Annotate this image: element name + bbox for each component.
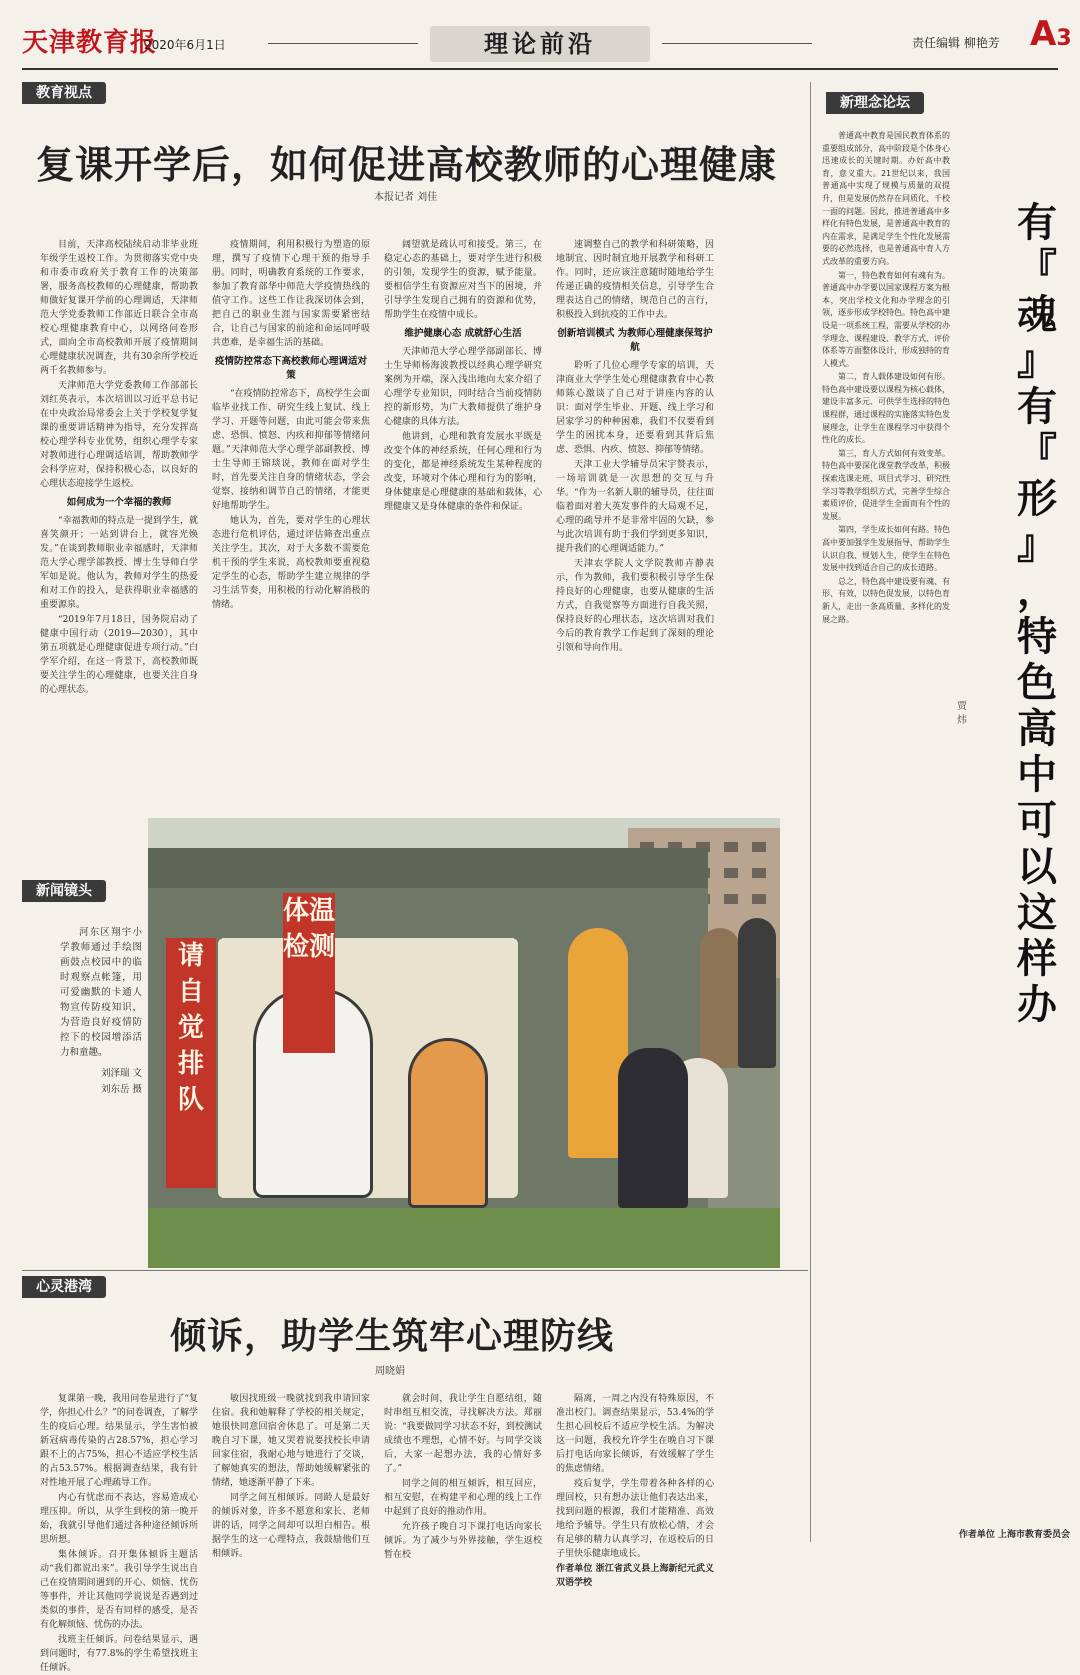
bottom-article-column-2 [212,1392,370,1559]
top-article-column-4 [556,238,714,813]
side-article-body [822,130,950,1540]
author-unit: 作者单位 浙江省武义县上海新纪元武义双语学校 [556,1564,714,1588]
paragraph: 敏因找班级一晚就找到我申请回家住宿。我和她解释了学校的相关规定，她很快同意回宿舍休息了。可是第二天晚自习下课，她又哭着说要找校长申请回家住宿，我耐心地与她进行了交谈，了解她真实的想法，帮助她缓解紧张的情绪，她逐渐平静了下来。 [212,1394,370,1488]
column-divider [810,82,811,1542]
paragraph: 复课第一晚，我用问卷星进行了“复学，你担心什么？”的问卷调查，了解学生的疫后心理。结果显示，学生害怕被新冠病毒传染的占28.57%，担心学习跟不上的占75%，担心不适应学校生活的占53.57%。根据调查结果，我有针对性地开展了心理疏导工作。 [40,1394,198,1488]
bottom-article-byline: 周晓娟 [375,1366,405,1377]
bottom-article-column-3 [384,1392,542,1560]
news-photo [148,818,780,1268]
paragraph: 总之，特色高中建设要有魂、有形、有效，以特色促发展，以特色育新人，走出一条高质量、多样化的发展之路。 [822,576,950,624]
paragraph: “幸福教师的特点是一提到学生，就喜笑颜开；一站到讲台上，就容光焕发。”在谈到教师职业幸福感时，天津师范大学心理学部教授、博士生导师白学军如是说。他认为，教师对学生的热爱和对工作的投入，是获得职业幸福感的重要源泉。 [40,516,198,610]
banner-left-text: 请自觉排队 [177,941,204,1115]
title-char: 以 [1017,844,1057,890]
paragraph: 集体倾诉。召开集体倾诉主题活动“我们都说出来”。我引导学生说出自己在疫情期间遇到的开心、烦恼、忧伤等事件，并让其他同学说说是否遇到过类似的事件，是否有同样的感受，是否有化解烦恼、忧伤的办法。 [40,1550,198,1630]
paragraph: 疫后复学，学生带着各种各样的心理回校，只有想办法让他们表达出来，找到问题的根源，我们才能精准、高效地给予辅导。学生只有放松心情，才会有足够的精力认真学习，在返校后的日子里快乐健康地成长。 [556,1479,714,1559]
newspaper-logo: 天津教育报 [22,28,158,58]
masthead [0,0,1080,68]
paragraph: 第一，特色教育如何有魂有为。普通高中办学要以国家课程方案为根本，突出学校文化和办学理念的引领，逐步形成学校特色。特色高中建设是一项系统工程，需要从学校的办学理念、课程建设、教学方式、评价体系等方面整体设计，形成独特的育人模式。 [822,270,950,368]
tag-education-view: 教育视点 [22,82,106,104]
bottom-article-title: 倾诉，助学生筑牢心理防线 [170,1316,615,1357]
paragraph: 聆听了几位心理学专家的培训，天津商业大学学生处心理健康教育中心教师陈心激谈了自己对于讲座内容的认识：面对学生毕业、开题、线上学习和居家学习的种种困难，我们不仅要看到学生的困扰本身，还要看到其背后焦虑、恐惧、内疚、愤怒、抑郁等情绪。 [556,361,714,455]
title-char: 』 [1017,338,1057,384]
title-char: 可 [1017,798,1057,844]
side-article-author: 贾炜 [957,701,967,726]
tag-soul-harbor: 心灵港湾 [22,1276,106,1298]
paragraph: 目前，天津高校陆续启动非毕业班年级学生返校工作。为贯彻落实党中央和市委市政府关于教育工作的决策部署，服务高校教师的心理健康，帮助教师做好复课开学前的心理调适，天津师范大学党委教师工作部近日联合全市高校心理健康教育中心，以网络问卷形式，面向全市高校教师开展了疫情期间心理健康状况调查，共有30余所学校近两千名教师参与。 [40,240,198,376]
bottom-article-column-1 [40,1392,198,1673]
photo-caption [60,925,142,1145]
page-number [1030,14,1072,54]
title-char: 样 [1017,936,1057,982]
bottom-article-column-4 [556,1392,714,1588]
paragraph: 第三，育人方式如何有效变革。特色高中要深化课堂教学改革，积极探索选课走班、项目式学习、研究性学习等教学组织方式，完善学生综合素质评价，促进学生全面而有个性的发展。 [822,448,950,521]
paragraph: “在疫情防控常态下，高校学生会面临毕业找工作、研究生线上复试、线上学习、开题等问题，由此可能会带来焦虑、恐惧、愤怒、内疚和抑郁等情绪问题。”天津师范大学心理学部副教授、博士生导师王锦琰说，教师在面对学生时，首先要关注自身的情绪状态，学会觉察、接纳和调节自己的情绪，才能更好地帮助学生。 [212,389,370,511]
issue-date: 2020年6月1日 [144,38,226,52]
person-background [738,918,776,1068]
top-article-column-2 [212,238,370,813]
paragraph: 天津农学院人文学院教师卉静表示，作为教师，我们要积极引导学生保持良好的心理健康，也要从健康的生活方式，自我觉察等方面进行自我关照，保持良好的心理状态，这次培训对我们今后的教育教学工作起到了深刻的理论引领和导向作用。 [556,559,714,653]
paragraph: 找班主任倾诉。问卷结果显示，遇到问题时，有77.8%的学生希望找班主任倾诉。 [40,1635,198,1673]
person-background [700,928,740,1068]
paragraph: 疫情期间，利用积极行为塑造的原理，撰写了疫情下心理干预的指导手册。同时，明确教育系统的工作要求，参加了教育部华中师范大学疫情热线的值守工作。这些工作让我深切体会到，把自己的职业生涯与国家需要紧密结合，让自己与国家的前途和命运同呼吸共患难，是幸福生活的基础。 [212,240,370,348]
title-char: ， [1017,568,1057,614]
top-article-column-1 [40,238,198,746]
photo-grass [148,1208,780,1268]
paragraph: 同学之间互相倾诉。同龄人是最好的倾诉对象，许多不愿意和家长、老师讲的话，同学之间却可以坦白相告。根据学生的这一心理特点，我鼓励他们互相倾诉。 [212,1493,370,1559]
paragraph: 天津师范大学党委教师工作部部长刘红英表示，本次培训以习近平总书记在中央政治局常委会上关于学校复学复课的重要讲话精神为指导，充分发挥高校心理学科专业优势，组织心理学专家对教师进行心理调适培训，帮助教师学会科学应对，保持积极心态，以良好的心理状态迎接学生返校。 [40,381,198,489]
subheading: 如何成为一个幸福的教师 [66,497,172,508]
title-char: 高 [1017,706,1057,752]
title-char: 有 [1017,200,1057,246]
top-article-column-3 [384,238,542,813]
page-digit: 3 [1056,26,1072,51]
title-char: 』 [1017,522,1057,568]
tent-roof [148,848,708,888]
subheading: 疫情防控常态下高校教师心理调适对策 [214,356,367,381]
paragraph: 隔离，一周之内没有特殊原因，不准出校门。调查结果显示，53.4%的学生担心回校后不适应学校生活。为解决这一问题，我校允许学生在晚自习下课后打电话向家长倾诉，有效缓解了学生的焦虑情绪。 [556,1394,714,1474]
paragraph: 天津工业大学辅导员宋宇赞表示，一场培训就是一次思想的交互与升华。“作为一名新人职的辅导员，往往面临着面对着大英发事件的大局观不足，心理的疏导并不是非常牢固的欠缺，参与此次培训有助于我们学到更多知识，提升我们的心理调适能力。” [556,460,714,554]
paragraph: 阔望就是疏认可和接受。第三，在稳定心态的基础上，要对学生进行积极的引领，发现学生的资源，赋予能量。要相信学生有资源应对当下的困境，并引导学生发现自己拥有的资源和优势，帮助学生在疫情中成长。 [384,240,542,320]
person-painting [618,1048,688,1208]
caption-text: 河东区翔宇小学教师通过手绘图画鼓点校园中的临时观察点帐篷，用可爱幽默的卡通人物宣传防疫知识，为营造良好疫情防控下的校园增添活力和童趣。 [60,927,142,1058]
banner-right [283,893,335,1053]
editor-credit: 责任编辑 柳艳芳 [912,36,1000,50]
title-char: 这 [1017,890,1057,936]
side-article-title [1012,200,1062,1028]
tag-new-ideas-forum: 新理念论坛 [826,92,924,114]
title-char: 中 [1017,752,1057,798]
title-char: 魂 [1017,292,1057,338]
paragraph: 她认为，首先，要对学生的心理状态进行危机评估，通过评估筛查出重点关注学生。其次，对于大多数不需要危机干预的学生来说，高校教师要重视稳定学生的心态，帮助学生建立规律的学习生活节奏，用积极的行动化解消极的情绪。 [212,516,370,610]
paragraph: 同学之间的相互倾诉，相互回应，相互安慰，在构建平和心理的线上工作中起到了良好的推动作用。 [384,1479,542,1517]
subheading: 创新培训模式 为教师心理健康保驾护航 [557,328,713,353]
title-char: 形 [1017,476,1057,522]
paragraph: 天津师范大学心理学部副部长、博士生导师杨海波教授以经典心理学研究案例为开端，深入浅出地向大家介绍了心理学专业知识，同时结合当前疫情防控的新形势，为广大教师提供了维护身心健康的具体方法。 [384,347,542,427]
top-article-byline: 本报记者 刘佳 [374,192,438,203]
tag-news-lens: 新闻镜头 [22,880,106,902]
banner-right-text: 体温检测 [283,896,336,962]
paragraph: 就会时间，我让学生自愿结组，随时串组互相交流，寻找解决方法。郑丽说：“我要做同学习状态不好，到校测试成绩也不理想，心情不好。与同学交谈后，大家一起想办法，我的心情好多了。” [384,1394,542,1474]
banner-left [166,938,216,1188]
paragraph: 速调整自己的教学和科研策略，因地制宜、因时制宜地开展教学和科研工作。同时，还应该注意随时随地给学生传递正确的疫情相关信息，引导学生合理表达自己的情绪，规范自己的言行，积极投入到抗疫的工作中去。 [556,240,714,320]
caption-credit-text: 刘泽瑞 文 [100,1068,142,1079]
page-letter: A [1030,14,1057,54]
side-author-unit-wrap [930,1528,1070,1542]
paragraph: 普通高中教育是国民教育体系的重要组成部分，高中阶段是个体身心迅速成长的关键时期。办好高中教育，意义重大。21世纪以来，我国普通高中实现了规模与质量的双提升，但是发展仍然存在同质化、千校一面的问题。因此，推进普通高中多样化有特色发展，是普通高中教育的内在需求，是满足学生个性化发展需要的必然选择，也是普通高中育人方式改革的重要方向。 [822,131,950,266]
title-char: 『 [1017,246,1057,292]
paragraph: 第四，学生成长如何有路。特色高中要加强学生发展指导，帮助学生认识自我、规划人生，使学生在特色发展中找到适合自己的成长道路。 [822,525,950,573]
masthead-rule [22,68,1058,70]
title-char: 色 [1017,660,1057,706]
paragraph: 允许孩子晚自习下课打电话向家长倾诉。为了减少与外界接触，学生返校暂在校 [384,1522,542,1560]
section-rule [22,1270,808,1271]
title-char: 『 [1017,430,1057,476]
title-char: 有 [1017,384,1057,430]
section-title: 理论前沿 [430,26,650,62]
top-article-title: 复课开学后，如何促进高校教师的心理健康 [36,143,778,187]
mural-child [408,1038,488,1208]
side-author-unit: 作者单位 上海市教育委员会 [958,1530,1070,1540]
title-char: 特 [1017,614,1057,660]
paragraph: 内心有忧虑而不表达，容易造成心理压抑。所以，从学生到校的第一晚开始，我就引导他们通过各种途径倾诉所思所想。 [40,1493,198,1545]
paragraph: 他讲到，心理和教育发展水平既是改变个体的神经系统，任何心理和行为的变化，都是神经系统发生某种程度的改变，环境对个体心理和行为的影响，身体健康是心理健康的基础和载体，心理健康又是身体健康的条件和保证。 [384,432,542,512]
caption-credit-photo: 刘东岳 摄 [100,1084,142,1095]
paragraph: “2019年7月18日，国务院启动了健康中国行动（2019—2030），其中第五项就是心理健康促进专项行动。”白学军介绍，在这一背景下，高校教师既要关注学生的心理健康，也要关注自身的心理状态。 [40,615,198,695]
title-char: 办 [1017,982,1057,1028]
subheading: 维护健康心态 成就舒心生活 [404,328,522,339]
paragraph: 第二，育人载体建设如何有形。特色高中建设要以课程为核心载体，建设丰富多元、可供学生选择的特色课程群，通过课程的实施落实特色发展理念，让学生在课程学习中获得个性化的成长。 [822,372,950,445]
